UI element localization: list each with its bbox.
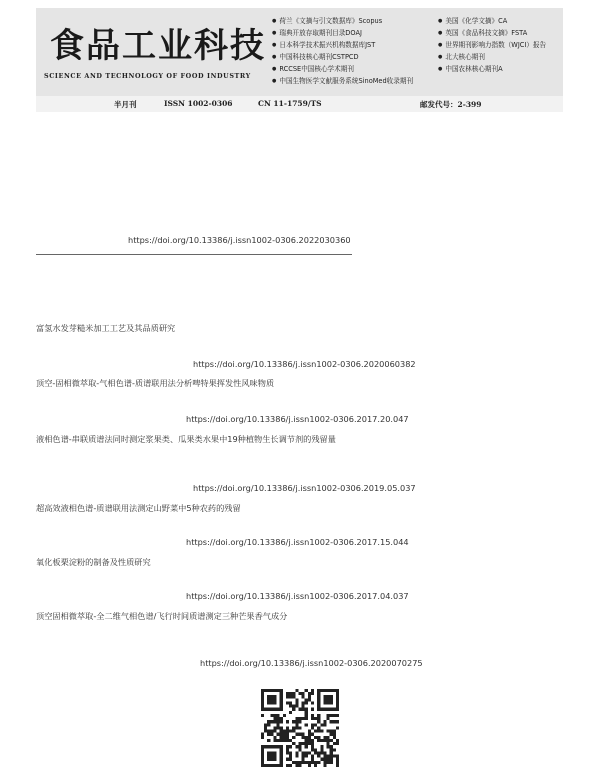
qr-code-icon xyxy=(261,689,339,767)
journal-title: 食品工业科技 xyxy=(50,26,266,66)
journal-header xyxy=(36,8,563,96)
related-article-doi[interactable]: https://doi.org/10.13386/j.issn1002-0306.2019.05.037 xyxy=(193,483,416,493)
related-article-title[interactable]: 顶空固相微萃取-全二维气相色谱/飞行时间质谱测定三种芒果香气成分 xyxy=(36,611,288,621)
index-item: ● 中国科技核心期刊CSTPCD xyxy=(272,51,413,63)
publication-frequency: 半月刊 xyxy=(114,100,137,109)
related-article-title[interactable]: 氧化板栗淀粉的制备及性质研究 xyxy=(36,557,151,567)
index-item: ● 荷兰《文摘与引文数据库》Scopus xyxy=(272,15,413,27)
related-article-doi[interactable]: https://doi.org/10.13386/j.issn1002-0306.2017.04.037 xyxy=(186,591,409,601)
index-item: ● 瑞典开放存取期刊目录DOAJ xyxy=(272,27,413,39)
index-list-right xyxy=(438,15,546,75)
related-article-doi[interactable]: https://doi.org/10.13386/j.issn1002-0306.2020070275 xyxy=(200,658,423,668)
postal-code: 邮发代号：2-399 xyxy=(420,100,482,109)
index-item: ● RCCSE中国核心学术期刊 xyxy=(272,63,413,75)
index-item: ● 美国《化学文摘》CA xyxy=(438,15,546,27)
index-list-left xyxy=(272,15,413,87)
divider xyxy=(36,254,352,255)
related-article-doi[interactable]: https://doi.org/10.13386/j.issn1002-0306.2017.15.044 xyxy=(186,537,409,547)
journal-info-bar xyxy=(36,96,563,112)
related-article-title[interactable]: 富氢水发芽糙米加工工艺及其品质研究 xyxy=(36,323,176,333)
cn-number: CN 11-1759/TS xyxy=(258,99,322,108)
issn: ISSN 1002-0306 xyxy=(164,99,233,108)
index-item: ● 中国生物医学文献服务系统SinoMed收录期刊 xyxy=(272,75,413,87)
index-item: ● 日本科学技术振兴机构数据库JST xyxy=(272,39,413,51)
journal-english-title: SCIENCE AND TECHNOLOGY OF FOOD INDUSTRY xyxy=(44,72,251,80)
index-item: ● 世界期刊影响力指数（WJCI）报告 xyxy=(438,39,546,51)
index-item: ● 中国农林核心期刊A xyxy=(438,63,546,75)
related-article-doi[interactable]: https://doi.org/10.13386/j.issn1002-0306.2017.20.047 xyxy=(186,414,409,424)
article-doi-link[interactable]: https://doi.org/10.13386/j.issn1002-0306.2022030360 xyxy=(128,235,351,245)
related-article-title[interactable]: 顶空-固相微萃取-气相色谱-质谱联用法分析啤特果挥发性风味物质 xyxy=(36,378,275,388)
related-article-title[interactable]: 液相色谱-串联质谱法同时测定浆果类、瓜果类水果中19种植物生长调节剂的残留量 xyxy=(36,434,336,444)
related-article-doi[interactable]: https://doi.org/10.13386/j.issn1002-0306.2020060382 xyxy=(193,359,416,369)
index-item: ● 北大核心期刊 xyxy=(438,51,546,63)
index-item: ● 英国《食品科技文摘》FSTA xyxy=(438,27,546,39)
related-article-title[interactable]: 超高效液相色谱-质谱联用法测定山野菜中5种农药的残留 xyxy=(36,503,241,513)
